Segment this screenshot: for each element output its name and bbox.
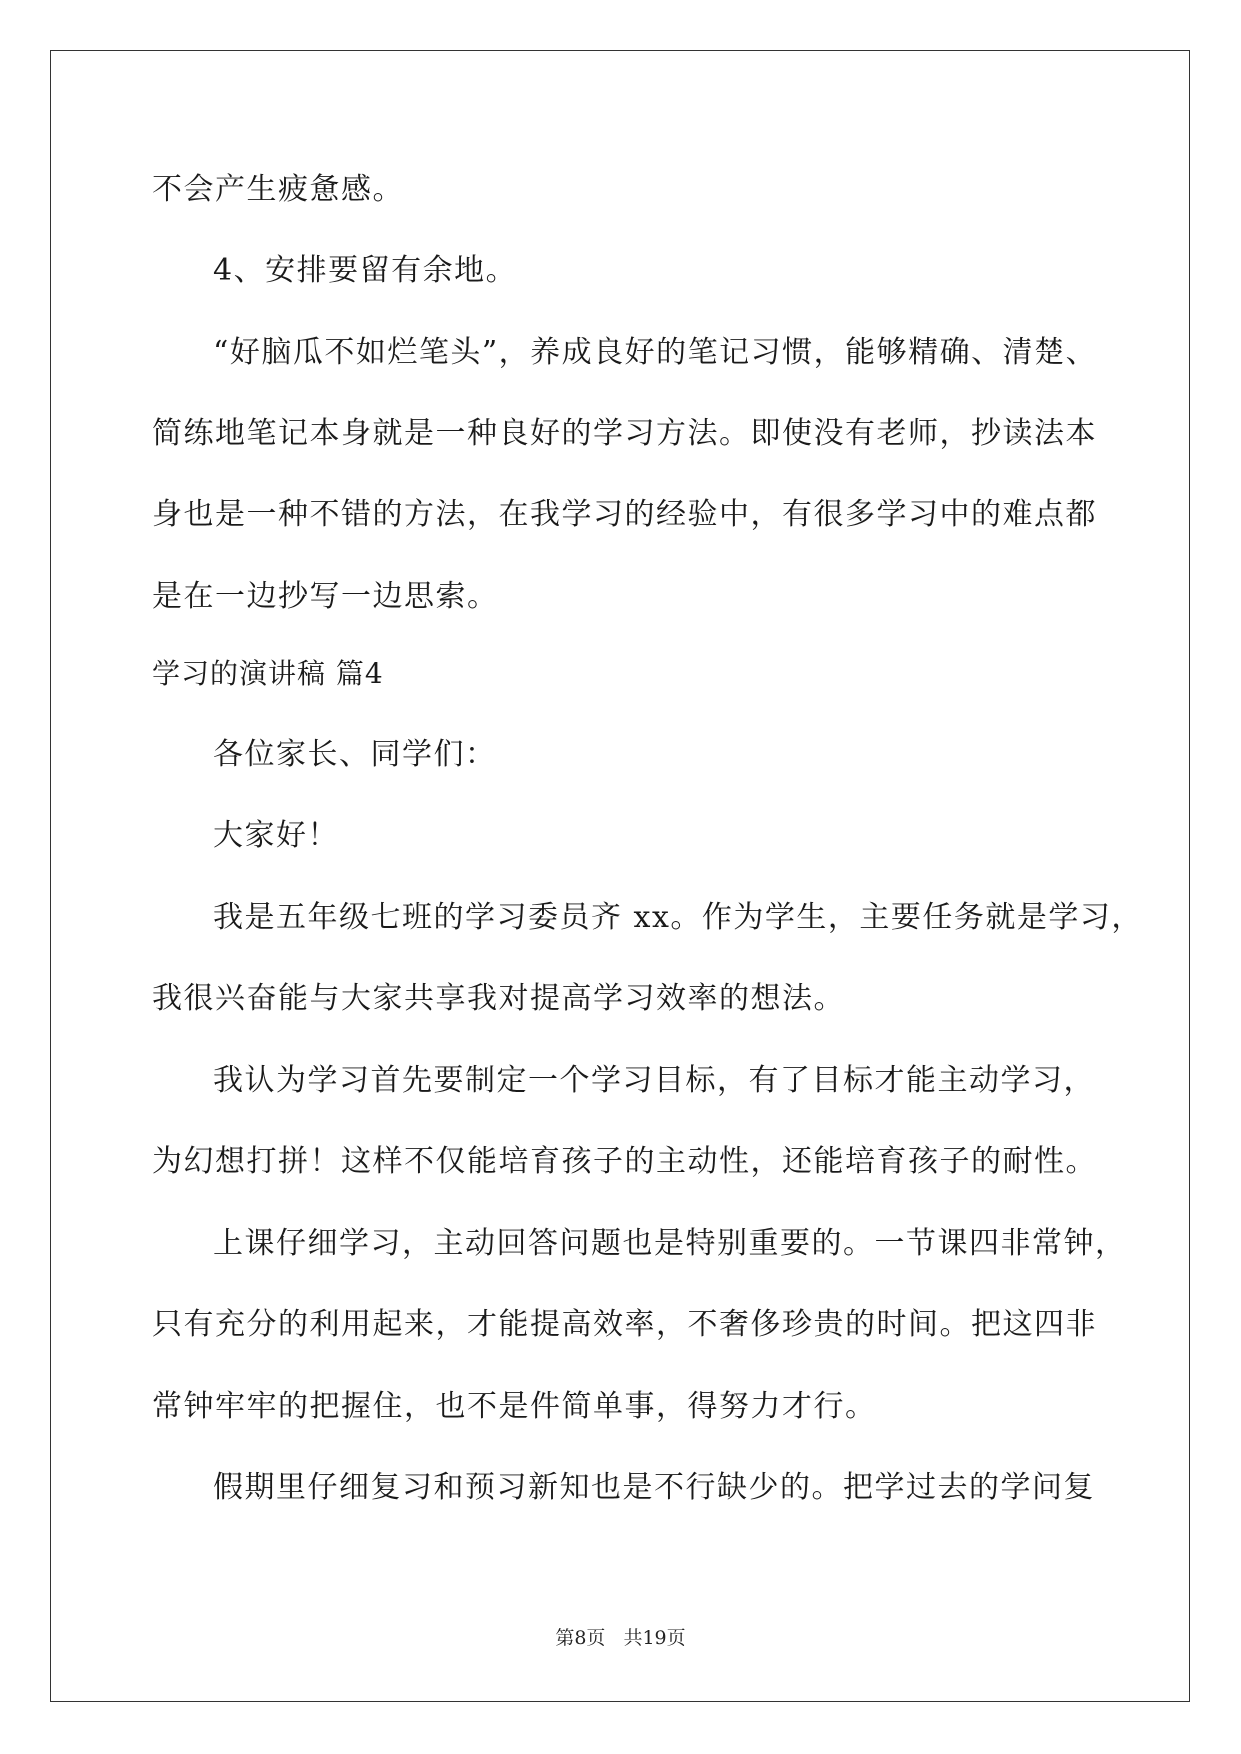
- paragraph-line: 我是五年级七班的学习委员齐 xx。作为学生，主要任务就是学习，: [213, 900, 1143, 935]
- paragraph-line: 为幻想打拼！这样不仅能培育孩子的主动性，还能培育孩子的耐性。: [152, 1144, 1097, 1179]
- paragraph-line: 是在一边抄写一边思索。: [152, 579, 499, 614]
- paragraph-line: 上课仔细学习，主动回答问题也是特别重要的。一节课四非常钟，: [213, 1226, 1127, 1261]
- salutation: 各位家长、同学们：: [213, 737, 497, 772]
- page-total: 共19页: [623, 1627, 686, 1649]
- paragraph-line: 常钟牢牢的把握住，也不是件简单事，得努力才行。: [152, 1389, 877, 1424]
- list-item-heading: 4、安排要留有余地。: [213, 253, 518, 288]
- greeting: 大家好！: [213, 818, 339, 853]
- paragraph-line: “好脑瓜不如烂笔头”，养成良好的笔记习惯，能够精确、清楚、: [213, 335, 1098, 370]
- paragraph-line: 身也是一种不错的方法，在我学习的经验中，有很多学习中的难点都: [152, 497, 1097, 532]
- page-number: 第8页: [555, 1627, 606, 1649]
- paragraph-line: 简练地笔记本身就是一种良好的学习方法。即使没有老师，抄读法本: [152, 416, 1097, 451]
- paragraph-line: 不会产生疲惫感。: [152, 172, 404, 207]
- paragraph-line: 只有充分的利用起来，才能提高效率，不奢侈珍贵的时间。把这四非: [152, 1307, 1097, 1342]
- paragraph-line: 我认为学习首先要制定一个学习目标，有了目标才能主动学习，: [213, 1063, 1095, 1098]
- section-title: 学习的演讲稿 篇4: [152, 657, 384, 690]
- paragraph-line: 我很兴奋能与大家共享我对提高学习效率的想法。: [152, 981, 845, 1016]
- page-footer: [0, 1626, 1241, 1650]
- paragraph-line: 假期里仔细复习和预习新知也是不行缺少的。把学过去的学问复: [213, 1470, 1095, 1505]
- page-border: [50, 50, 1190, 1702]
